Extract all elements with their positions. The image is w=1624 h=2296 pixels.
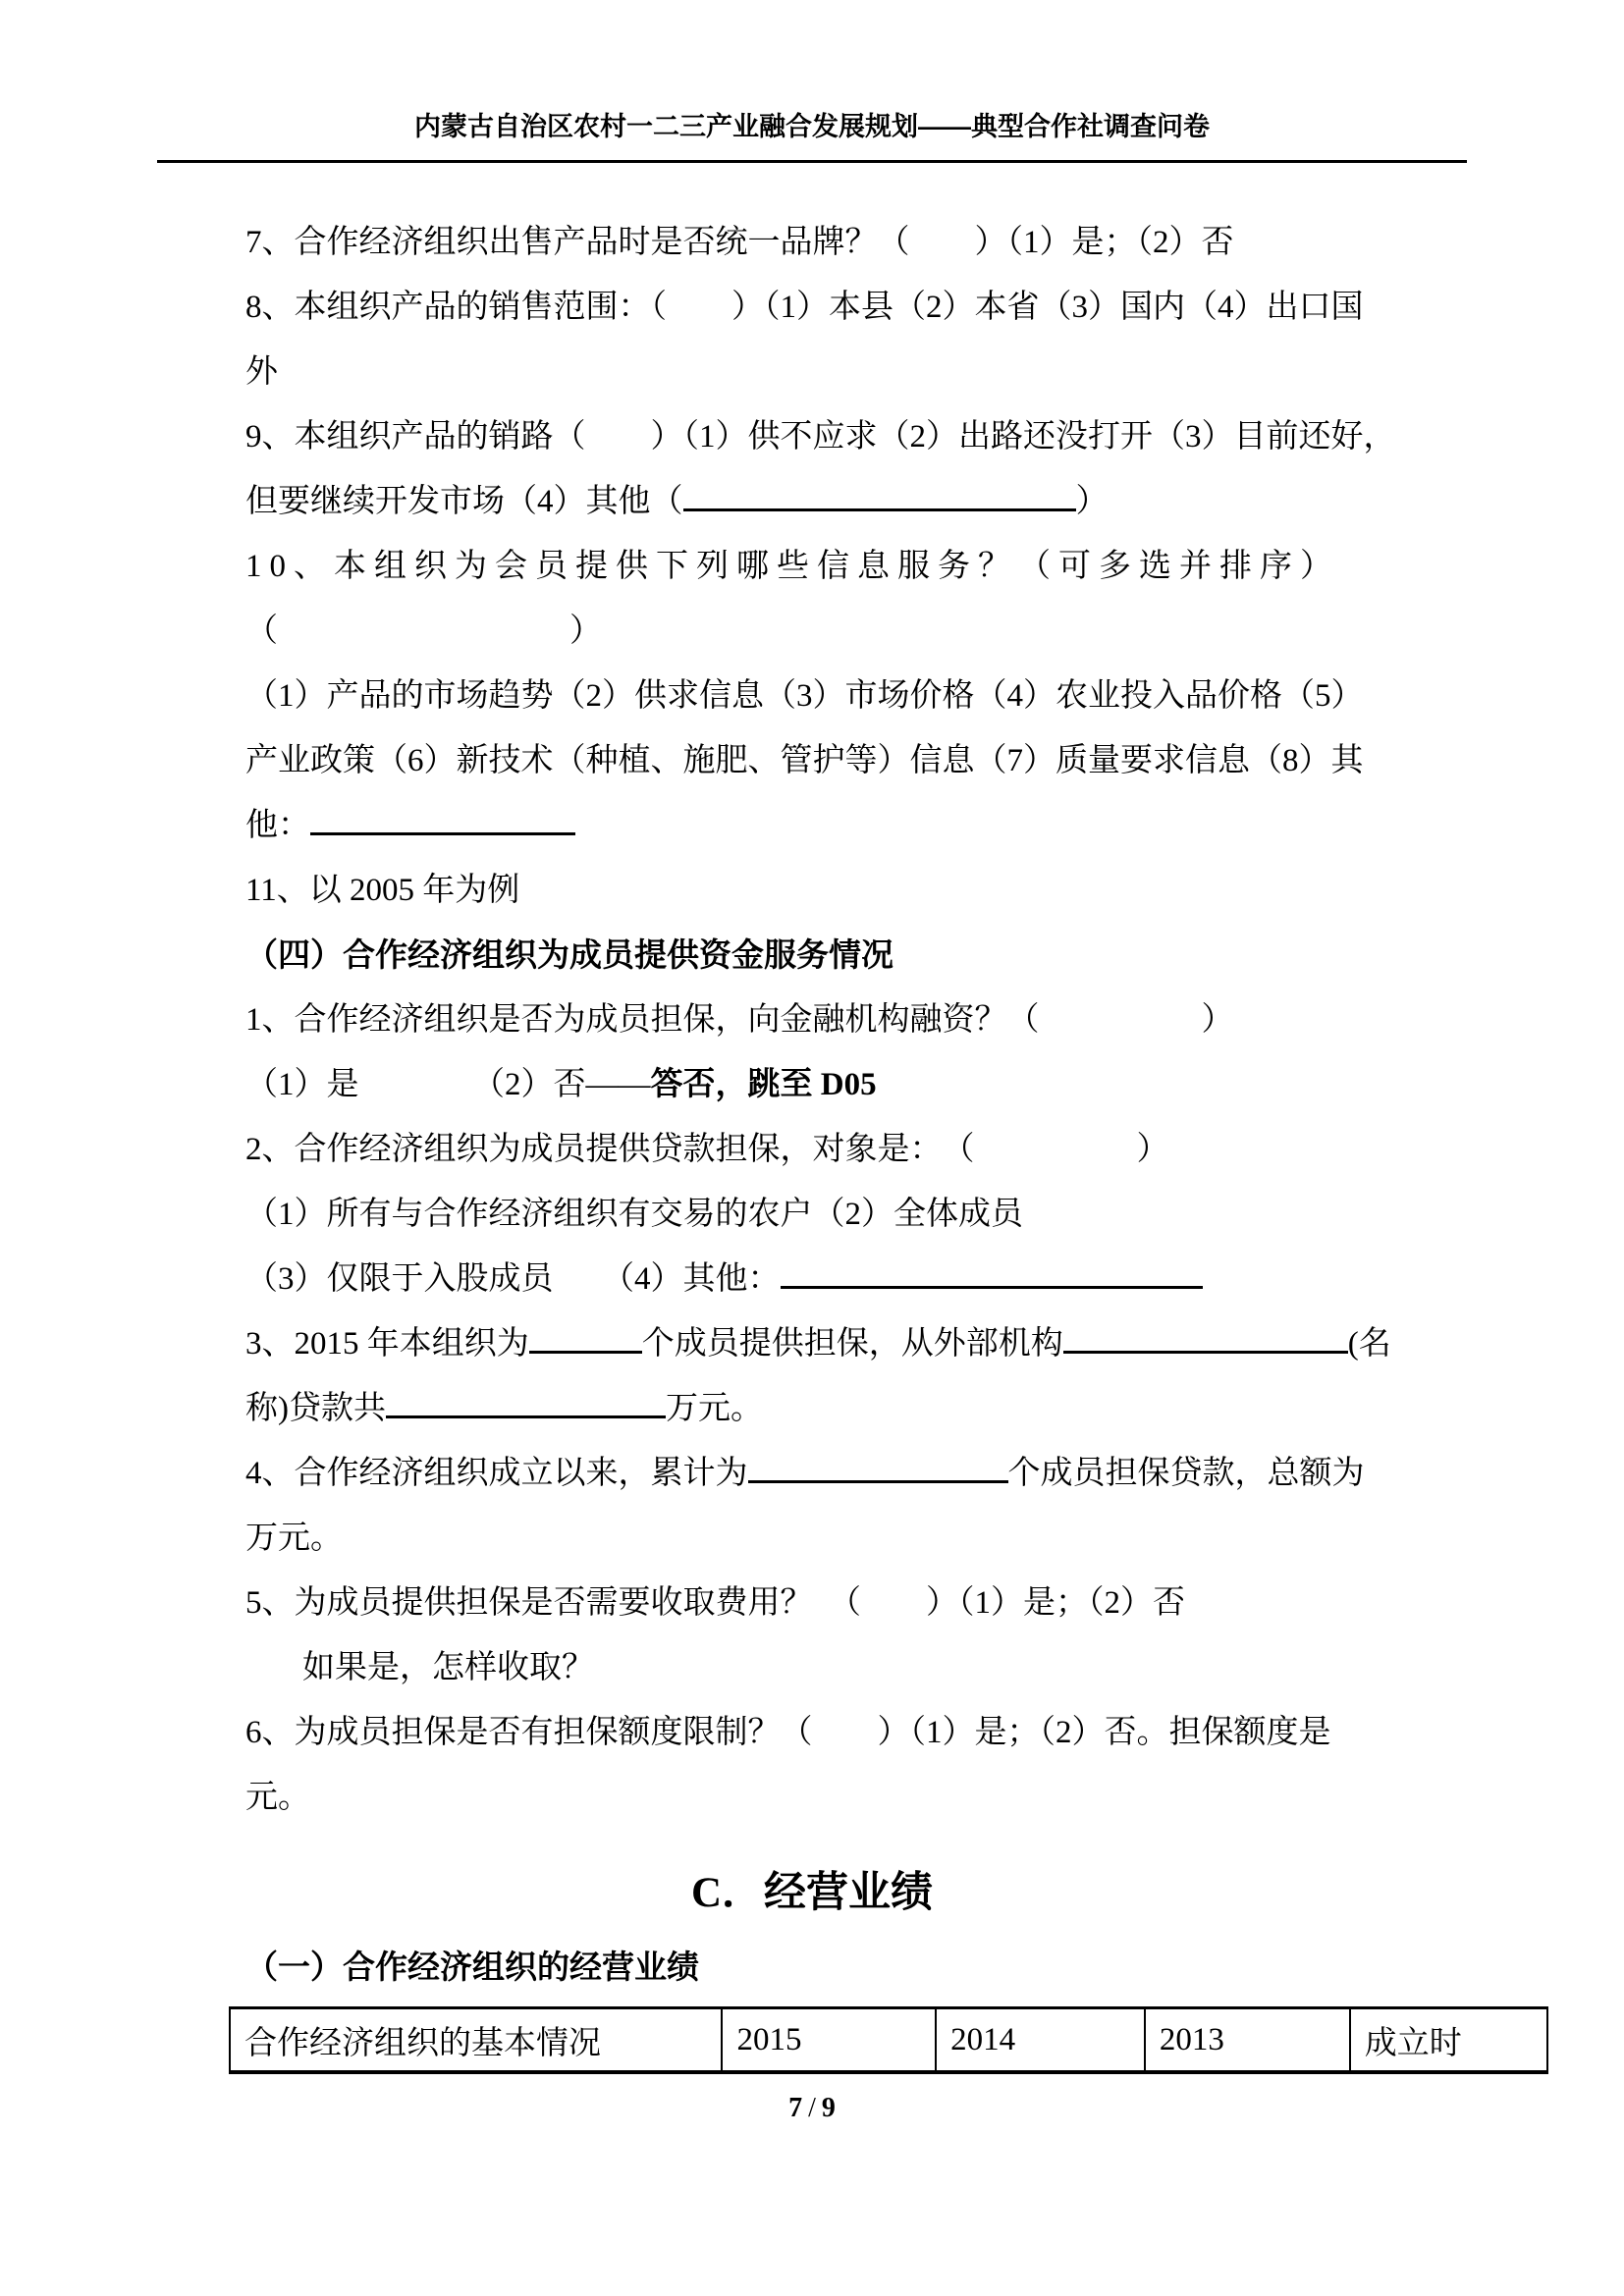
fill-in-blank [781, 1278, 1203, 1289]
fund-q1-skip-note: 答否，跳至 D05 [650, 1067, 877, 1102]
table-header-2014: 2014 [936, 2008, 1145, 2073]
questionnaire-body [245, 210, 1396, 1830]
page-footer [0, 2093, 1624, 2124]
table-header-row [230, 2008, 1547, 2073]
fill-in-blank [529, 1343, 642, 1354]
fill-in-blank [683, 501, 1076, 511]
question-9-other-label: 但要继续开发市场（4）其他（ [245, 484, 683, 519]
fund-q2-other-label: （3）仅限于入股成员 （4）其他： [245, 1261, 781, 1297]
fund-question-6-line2: 元。 [245, 1780, 310, 1815]
fund-question-3-line2 [245, 1376, 1384, 1441]
fill-in-blank [748, 1472, 1008, 1483]
question-10-line1: 10、本组织为会员提供下列哪些信息服务？（可多选并排序） [245, 549, 1340, 584]
fund-question-4-line1 [245, 1441, 1384, 1506]
question-9-line1: 9、本组织产品的销路（ ）（1）供不应求（2）出路还没打开（3）目前还好， [245, 419, 1396, 454]
fund-question-3-line1 [245, 1311, 1391, 1376]
question-10-answer-parens: （ ） [245, 614, 602, 649]
table-header-2013: 2013 [1145, 2008, 1350, 2073]
fill-in-blank [386, 1408, 666, 1418]
fund-question-6-line1: 6、为成员担保是否有担保额度限制？（ ）（1）是；（2）否。担保额度是 [245, 1715, 1331, 1750]
fund-question-2-options-line1: （1）所有与合作经济组织有交易的农户（2）全体成员 [245, 1197, 1023, 1232]
section-c-heading: C．经营业绩 [690, 1870, 934, 1916]
table-header-basic-info: 合作经济组织的基本情况 [230, 2008, 722, 2073]
document-header [0, 0, 1624, 163]
fund-q4-text-1: 4、合作经济组织成立以来，累计为 [245, 1456, 748, 1491]
fund-q1-options-text: （1）是 （2）否—— [245, 1067, 651, 1102]
fund-q3-text-4: 称)贷款共 [245, 1391, 386, 1426]
question-9-line2 [245, 469, 1384, 534]
fund-q4-text-2: 个成员担保贷款，总额为 [1007, 1456, 1365, 1491]
page-number-total: 9 [821, 2093, 836, 2123]
page-number-separator: / [808, 2093, 816, 2123]
section-4-title: （四）合作经济组织为成员提供资金服务情况 [245, 936, 893, 973]
document-title: 内蒙古自治区农村一二三产业融合发展规划——典型合作社调查问卷 [414, 112, 1210, 141]
fund-q3-text-2: 个成员提供担保，从外部机构 [641, 1326, 1063, 1362]
fund-question-2: 2、合作经济组织为成员提供贷款担保，对象是： （ ） [245, 1132, 1169, 1167]
fill-in-blank [310, 825, 575, 835]
fund-q3-text-3: (名 [1347, 1326, 1391, 1362]
question-8-line1: 8、本组织产品的销售范围：（ ）（1）本县（2）本省（3）国内（4）出口国 [245, 290, 1364, 325]
fund-question-1-options [245, 1052, 1384, 1117]
performance-table [229, 2006, 1548, 2074]
header-divider [157, 160, 1467, 163]
fund-question-5: 5、为成员提供担保是否需要收取费用？ （ ）（1）是；（2）否 [245, 1585, 1185, 1621]
question-11: 11、以 2005 年为例 [245, 873, 520, 908]
fund-q3-text-5: 万元。 [666, 1391, 763, 1426]
question-8-line2: 外 [245, 354, 278, 390]
section-c1-title: （一）合作经济组织的经营业绩 [245, 1949, 699, 1985]
table-header-founding: 成立时 [1350, 2008, 1547, 2073]
page-number-current: 7 [788, 2093, 803, 2123]
question-10-other-label: 他： [245, 808, 310, 843]
question-10-other [245, 793, 1384, 858]
table-header-2015: 2015 [722, 2008, 936, 2073]
fund-question-5-followup: 如果是，怎样收取？ [302, 1650, 594, 1685]
fund-question-2-options-line2 [245, 1247, 1384, 1311]
question-9-close-paren: ） [1075, 484, 1109, 519]
question-7: 7、合作经济组织出售产品时是否统一品牌？（ ）（1）是；（2）否 [245, 225, 1234, 260]
question-10-options-line1: （1）产品的市场趋势（2）供求信息（3）市场价格（4）农业投入品价格（5） [245, 678, 1364, 714]
fill-in-blank [1063, 1343, 1348, 1354]
fund-question-1: 1、合作经济组织是否为成员担保，向金融机构融资？（ ） [245, 1002, 1234, 1038]
question-10-options-line2: 产业政策（6）新技术（种植、施肥、管护等）信息（7）质量要求信息（8）其 [245, 743, 1364, 778]
fund-question-4-line2: 万元。 [245, 1521, 343, 1556]
fund-q3-text-1: 3、2015 年本组织为 [245, 1326, 529, 1362]
